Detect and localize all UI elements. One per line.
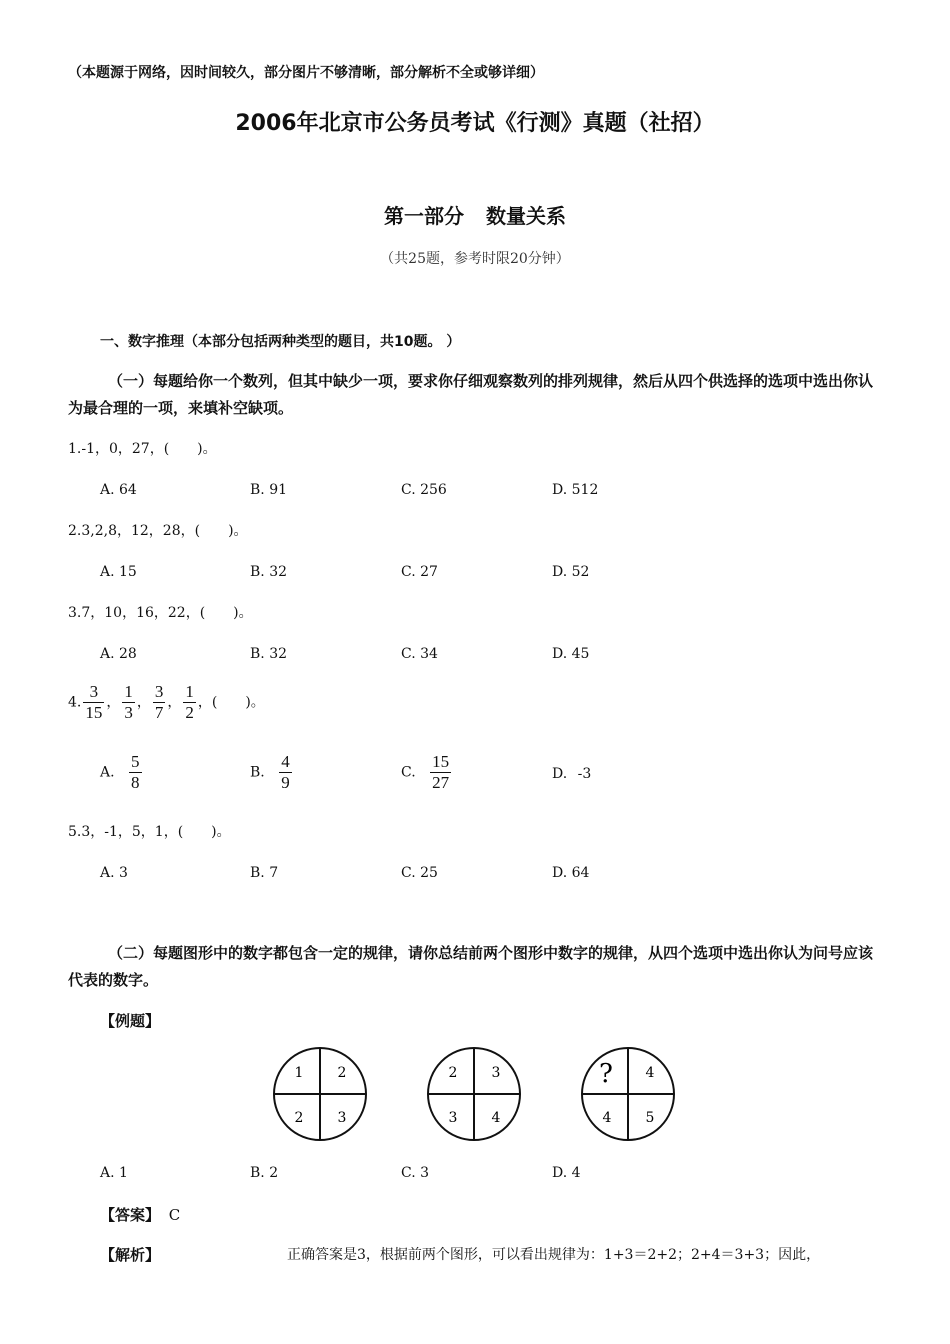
- question-3-option-d: D. 45: [552, 646, 590, 662]
- question-4-option-d: [552, 766, 591, 782]
- question-4-fraction-3: [153, 682, 166, 723]
- answer-value: C: [168, 1206, 181, 1224]
- quadrant-bottom-right: 3: [337, 1110, 347, 1126]
- option-label: C.: [401, 764, 416, 781]
- option-fraction: [129, 752, 142, 793]
- example-circle-2: [424, 1044, 524, 1144]
- section-heading: 一、数字推理（本部分包括两种类型的题目，共10题。 ）: [100, 334, 461, 350]
- quadrant-bottom-left: 3: [448, 1110, 458, 1126]
- question-4-fraction-4: [183, 682, 196, 723]
- question-2-option-d: D. 52: [552, 564, 590, 580]
- quadrant-bottom-left: 2: [294, 1110, 304, 1126]
- fraction-denominator: 15: [85, 703, 103, 722]
- fraction-numerator: 5: [131, 752, 140, 771]
- quadrant-top-right: 3: [491, 1065, 501, 1081]
- question-5-option-b: B. 7: [250, 865, 279, 881]
- subsection-2-instructions: （二）每题图形中的数字都包含一定的规律，请你总结前两个图形中数字的规律，从四个选项中选出你认为问号应该代表的数字。: [68, 944, 874, 989]
- fraction-denominator: 8: [131, 773, 140, 792]
- question-2-option-c: C. 27: [401, 564, 438, 580]
- question-5-option-a: A. 3: [100, 865, 128, 881]
- question-3-option-c: C. 34: [401, 646, 438, 662]
- question-3-option-b: B. 32: [250, 646, 288, 662]
- quadrant-top-right: 2: [337, 1065, 347, 1081]
- option-label: B.: [250, 764, 265, 781]
- separator: ，: [167, 694, 182, 711]
- fraction-numerator: 1: [124, 682, 133, 701]
- option-fraction: [279, 752, 292, 793]
- quadrant-top-left: 2: [448, 1065, 458, 1081]
- question-4-option-a: [100, 752, 144, 793]
- fraction-numerator: 3: [89, 682, 99, 701]
- part-title-right: 数量关系: [486, 204, 566, 228]
- question-4-fraction-2: [122, 682, 135, 723]
- quadrant-top-right: 4: [645, 1065, 655, 1081]
- quadrant-top-left-question-mark: ?: [599, 1059, 613, 1089]
- question-2-option-a: A. 15: [100, 564, 137, 580]
- question-5-stem: 5.3，-1，5，1，( )。: [68, 824, 231, 840]
- part-title: [0, 200, 950, 229]
- fraction-numerator: 3: [154, 682, 164, 701]
- question-1-option-b: B. 91: [250, 482, 288, 498]
- example-option-d: D. 4: [552, 1165, 581, 1181]
- option-label: A.: [100, 764, 115, 781]
- part-subtitle: （共25题，参考时限20分钟）: [380, 251, 570, 267]
- question-1-option-d: D. 512: [552, 482, 599, 498]
- question-4-fraction-1: [83, 682, 104, 723]
- quadrant-bottom-left: 4: [602, 1110, 612, 1126]
- analysis-text: 正确答案是3，根据前两个图形，可以看出规律为：1+3＝2+2；2+4＝3+3；因此，: [287, 1247, 821, 1263]
- answer-label: 【答案】: [100, 1206, 161, 1224]
- source-note: （本题源于网络，因时间较久，部分图片不够清晰，部分解析不全或够详细）: [68, 65, 544, 81]
- option-label: D.: [552, 766, 568, 782]
- quadrant-top-left: 1: [294, 1065, 304, 1081]
- question-4-tail: ，( )。: [197, 694, 265, 711]
- question-4-option-c: [401, 752, 453, 793]
- page-title: 2006年北京市公务员考试《行测》真题（社招）: [235, 111, 715, 136]
- fraction-denominator: 3: [124, 703, 133, 722]
- fraction-denominator: 7: [154, 703, 164, 722]
- question-1-stem: 1.-1，0，27，( )。: [68, 441, 217, 457]
- example-circle-3: [578, 1044, 678, 1144]
- question-3-stem: 3.7，10，16，22，( )。: [68, 605, 253, 621]
- question-1-option-a: A. 64: [100, 482, 137, 498]
- question-2-stem: 2.3,2,8，12，28，( )。: [68, 523, 248, 539]
- separator: ，: [136, 694, 151, 711]
- fraction-numerator: 4: [281, 752, 290, 771]
- question-2-option-b: B. 32: [250, 564, 288, 580]
- example-circle-1: [270, 1044, 370, 1144]
- part-title-left: 第一部分: [384, 204, 464, 228]
- subsection-1-instructions: （一）每题给你一个数列，但其中缺少一项，要求你仔细观察数列的排列规律，然后从四个供选择的选项中选出你认为最合理的一项，来填补空缺项。: [68, 372, 874, 417]
- answer-row: [100, 1204, 180, 1225]
- fraction-denominator: 27: [432, 773, 450, 792]
- fraction-denominator: 2: [185, 703, 194, 722]
- quadrant-bottom-right: 4: [491, 1110, 501, 1126]
- example-option-a: A. 1: [100, 1165, 128, 1181]
- question-3-option-a: A. 28: [100, 646, 137, 662]
- question-4-stem: [68, 682, 265, 723]
- fraction-numerator: 15: [432, 752, 450, 771]
- option-fraction: [430, 752, 451, 793]
- quadrant-bottom-right: 5: [645, 1110, 655, 1126]
- example-label: 【例题】: [100, 1012, 161, 1030]
- fraction-denominator: 9: [281, 773, 290, 792]
- option-value: -3: [577, 766, 592, 782]
- question-4-option-b: [250, 752, 294, 793]
- question-4-number: 4.: [68, 694, 82, 711]
- example-option-c: C. 3: [401, 1165, 430, 1181]
- separator: ，: [106, 694, 121, 711]
- example-option-b: B. 2: [250, 1165, 279, 1181]
- fraction-numerator: 1: [185, 682, 194, 701]
- question-5-option-c: C. 25: [401, 865, 438, 881]
- analysis-label: 【解析】: [100, 1246, 161, 1264]
- question-1-option-c: C. 256: [401, 482, 447, 498]
- question-5-option-d: D. 64: [552, 865, 590, 881]
